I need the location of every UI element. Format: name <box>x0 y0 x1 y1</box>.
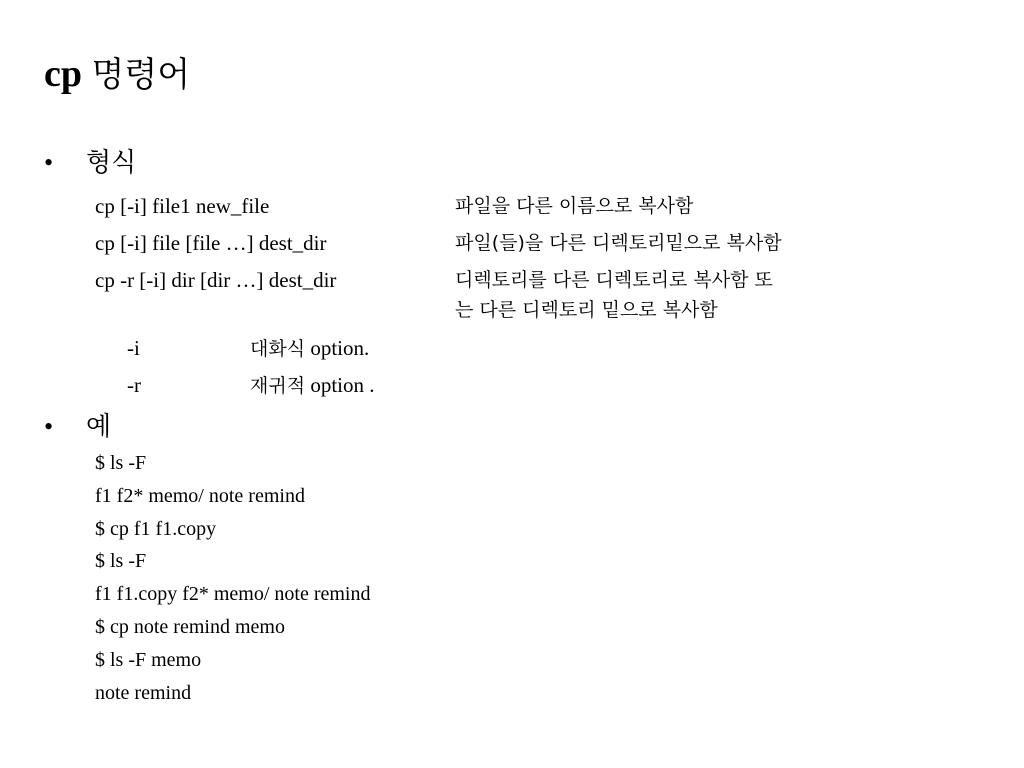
example-line: $ cp f1 f1.copy <box>95 518 217 540</box>
slide-title <box>44 48 190 101</box>
option-korean: 대화식 <box>250 338 306 360</box>
option-description <box>250 371 374 400</box>
format-description: 디렉토리를 다른 디렉토리로 복사함 또 <box>455 269 773 291</box>
format-description: 파일을 다른 이름으로 복사함 <box>455 195 694 217</box>
format-description: 파일(들)을 다른 디렉토리밑으로 복사함 <box>455 232 782 254</box>
format-description: 는 다른 디렉토리 밑으로 복사함 <box>455 299 718 321</box>
bullet-label-examples: 예 <box>86 412 112 442</box>
option-flag: -i <box>127 336 140 360</box>
bullet-dot: • <box>44 148 54 177</box>
option-korean: 재귀적 <box>250 375 306 397</box>
example-line: $ ls -F <box>95 550 147 572</box>
title-command: cp <box>44 53 82 95</box>
option-flag: -r <box>127 373 141 397</box>
example-line: $ cp note remind memo <box>95 616 285 638</box>
bullet-dot: • <box>44 412 54 441</box>
example-line: f1 f2* memo/ note remind <box>95 485 305 507</box>
option-suffix: option . <box>310 373 375 397</box>
format-command: cp [-i] file [file …] dest_dir <box>95 231 327 255</box>
bullet-format <box>44 146 136 180</box>
option-suffix: option. <box>310 336 370 360</box>
example-line: f1 f1.copy f2* memo/ note remind <box>95 583 371 605</box>
format-command: cp [-i] file1 new_file <box>95 194 270 218</box>
title-korean: 명령어 <box>91 55 191 95</box>
example-line: note remind <box>95 682 192 704</box>
format-command: cp -r [-i] dir [dir …] dest_dir <box>95 268 337 292</box>
example-line: $ ls -F <box>95 452 147 474</box>
example-line: $ ls -F memo <box>95 649 202 671</box>
option-description <box>250 334 369 363</box>
bullet-examples <box>44 410 111 444</box>
bullet-label-format: 형식 <box>86 148 137 178</box>
